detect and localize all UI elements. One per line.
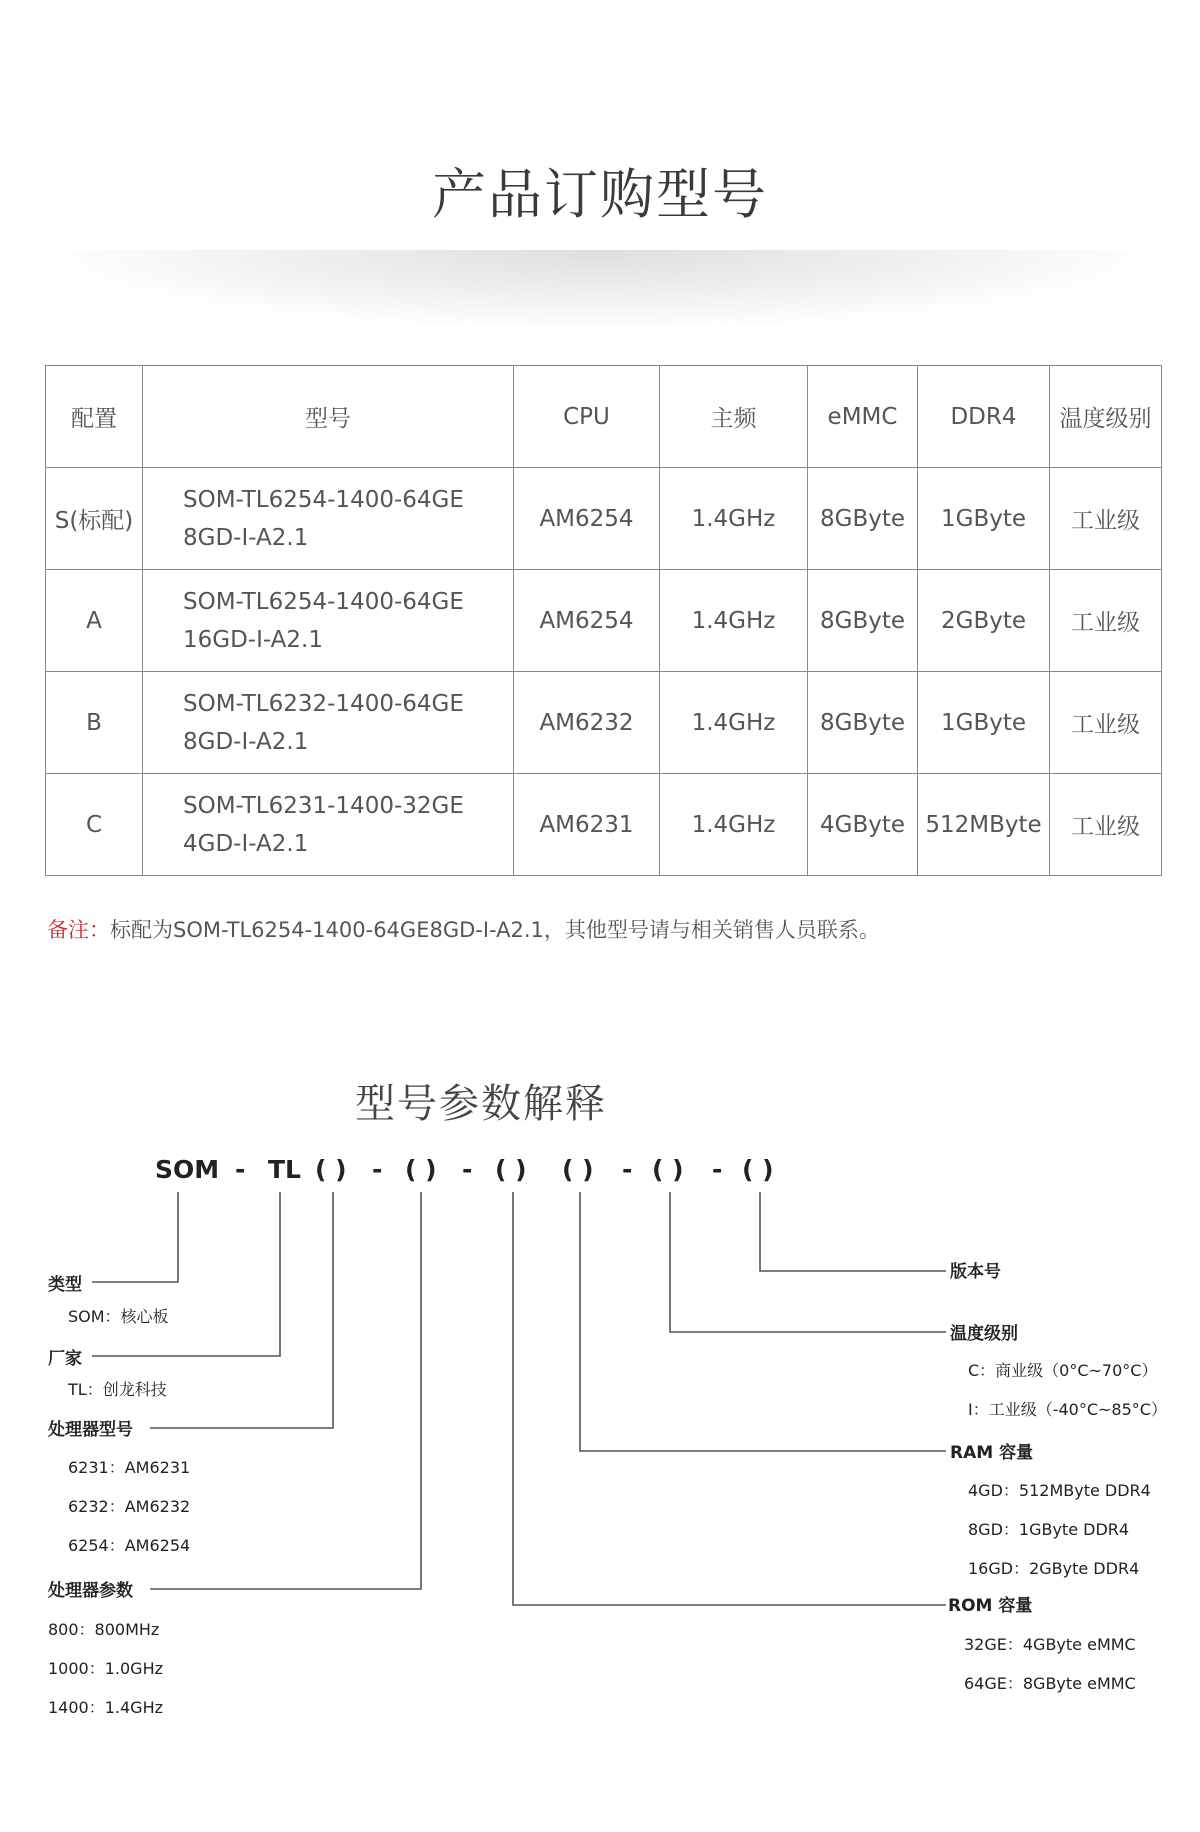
version-label: 版本号 xyxy=(950,1262,1001,1282)
line-param xyxy=(150,1192,421,1589)
line-temp xyxy=(670,1192,946,1332)
cell-cpu: AM6254 xyxy=(514,468,660,570)
page-title: 产品订购型号 xyxy=(432,163,768,226)
code-paren: ( ) xyxy=(562,1155,594,1184)
header-config: 配置 xyxy=(46,366,143,468)
cell-freq: 1.4GHz xyxy=(660,774,808,876)
line-version xyxy=(760,1192,946,1271)
header-ddr4: DDR4 xyxy=(918,366,1050,468)
cell-model xyxy=(143,468,514,570)
header-temp: 温度级别 xyxy=(1050,366,1162,468)
cell-freq: 1.4GHz xyxy=(660,468,808,570)
note-text: 标配为SOM-TL6254-1400-64GE8GD-I-A2.1，其他型号请与相关销售人员联系。 xyxy=(110,918,880,942)
code-paren: ( ) xyxy=(742,1155,774,1184)
line-vendor xyxy=(92,1192,280,1356)
line-type xyxy=(92,1192,178,1282)
cell-model xyxy=(143,672,514,774)
code-paren: ( ) xyxy=(405,1155,437,1184)
vendor-label: 厂家 xyxy=(48,1349,82,1369)
note-label: 备注： xyxy=(47,918,110,942)
ram-item: 16GD：2GByte DDR4 xyxy=(968,1559,1140,1578)
type-som: SOM：核心板 xyxy=(68,1307,169,1326)
model-line1: SOM-TL6232-1400-64GE xyxy=(183,690,464,717)
type-label: 类型 xyxy=(48,1275,82,1295)
cell-config: S(标配) xyxy=(46,468,143,570)
code-paren: ( ) xyxy=(315,1155,347,1184)
header-model: 型号 xyxy=(143,366,514,468)
cell-model xyxy=(143,774,514,876)
ram-label: RAM 容量 xyxy=(950,1443,1034,1463)
line-rom xyxy=(513,1192,946,1605)
model-line2: 8GD-I-A2.1 xyxy=(183,524,309,551)
model-line1: SOM-TL6254-1400-64GE xyxy=(183,588,464,615)
vendor-tl: TL：创龙科技 xyxy=(68,1380,167,1399)
cell-cpu: AM6254 xyxy=(514,570,660,672)
code-dash: - xyxy=(372,1155,383,1184)
model-line1: SOM-TL6231-1400-32GE xyxy=(183,792,464,819)
temp-label: 温度级别 xyxy=(950,1324,1018,1344)
line-ram xyxy=(580,1192,946,1451)
cell-temp: 工业级 xyxy=(1050,672,1162,774)
table-row xyxy=(46,774,1162,876)
code-dash: - xyxy=(712,1155,723,1184)
table-header-row xyxy=(46,366,1162,468)
cpu-item: 6232：AM6232 xyxy=(68,1497,191,1516)
code-som: SOM xyxy=(155,1155,220,1184)
cell-emmc: 8GByte xyxy=(808,468,918,570)
cell-config: B xyxy=(46,672,143,774)
title-shadow xyxy=(40,250,1160,330)
param-item: 800：800MHz xyxy=(48,1620,160,1639)
cell-freq: 1.4GHz xyxy=(660,570,808,672)
cell-ddr4: 1GByte xyxy=(918,468,1050,570)
code-paren: ( ) xyxy=(495,1155,527,1184)
code-dash: - xyxy=(462,1155,473,1184)
cell-temp: 工业级 xyxy=(1050,570,1162,672)
temp-item: I：工业级（-40°C~85°C） xyxy=(968,1400,1167,1419)
cell-ddr4: 1GByte xyxy=(918,672,1050,774)
model-code-diagram xyxy=(0,1150,1200,1750)
cpu-item: 6254：AM6254 xyxy=(68,1536,191,1555)
code-tl: TL xyxy=(268,1155,301,1184)
rom-item: 64GE：8GByte eMMC xyxy=(964,1674,1136,1693)
rom-label: ROM 容量 xyxy=(948,1596,1033,1616)
code-dash: - xyxy=(622,1155,633,1184)
cpu-label: 处理器型号 xyxy=(48,1420,133,1440)
param-item: 1400：1.4GHz xyxy=(48,1698,163,1717)
header-emmc: eMMC xyxy=(808,366,918,468)
header-freq: 主频 xyxy=(660,366,808,468)
cell-cpu: AM6232 xyxy=(514,672,660,774)
cell-emmc: 4GByte xyxy=(808,774,918,876)
param-item: 1000：1.0GHz xyxy=(48,1659,163,1678)
ram-item: 8GD：1GByte DDR4 xyxy=(968,1520,1130,1539)
code-paren: ( ) xyxy=(652,1155,684,1184)
model-line2: 4GD-I-A2.1 xyxy=(183,830,309,857)
cell-emmc: 8GByte xyxy=(808,570,918,672)
cell-temp: 工业级 xyxy=(1050,468,1162,570)
model-line2: 8GD-I-A2.1 xyxy=(183,728,309,755)
code-dash: - xyxy=(235,1155,246,1184)
cell-freq: 1.4GHz xyxy=(660,672,808,774)
table-row xyxy=(46,672,1162,774)
model-line2: 16GD-I-A2.1 xyxy=(183,626,323,653)
cell-ddr4: 2GByte xyxy=(918,570,1050,672)
param-label: 处理器参数 xyxy=(48,1581,133,1601)
note xyxy=(47,914,880,944)
cell-ddr4: 512MByte xyxy=(918,774,1050,876)
cell-cpu: AM6231 xyxy=(514,774,660,876)
temp-item: C：商业级（0°C~70°C） xyxy=(968,1361,1158,1380)
header-cpu: CPU xyxy=(514,366,660,468)
rom-item: 32GE：4GByte eMMC xyxy=(964,1635,1136,1654)
cell-config: C xyxy=(46,774,143,876)
cell-emmc: 8GByte xyxy=(808,672,918,774)
cell-model xyxy=(143,570,514,672)
cell-config: A xyxy=(46,570,143,672)
diagram-title: 型号参数解释 xyxy=(355,1081,607,1127)
table-row xyxy=(46,570,1162,672)
model-line1: SOM-TL6254-1400-64GE xyxy=(183,486,464,513)
cpu-item: 6231：AM6231 xyxy=(68,1458,191,1477)
order-table xyxy=(45,365,1162,876)
ram-item: 4GD：512MByte DDR4 xyxy=(968,1481,1151,1500)
table-row xyxy=(46,468,1162,570)
cell-temp: 工业级 xyxy=(1050,774,1162,876)
